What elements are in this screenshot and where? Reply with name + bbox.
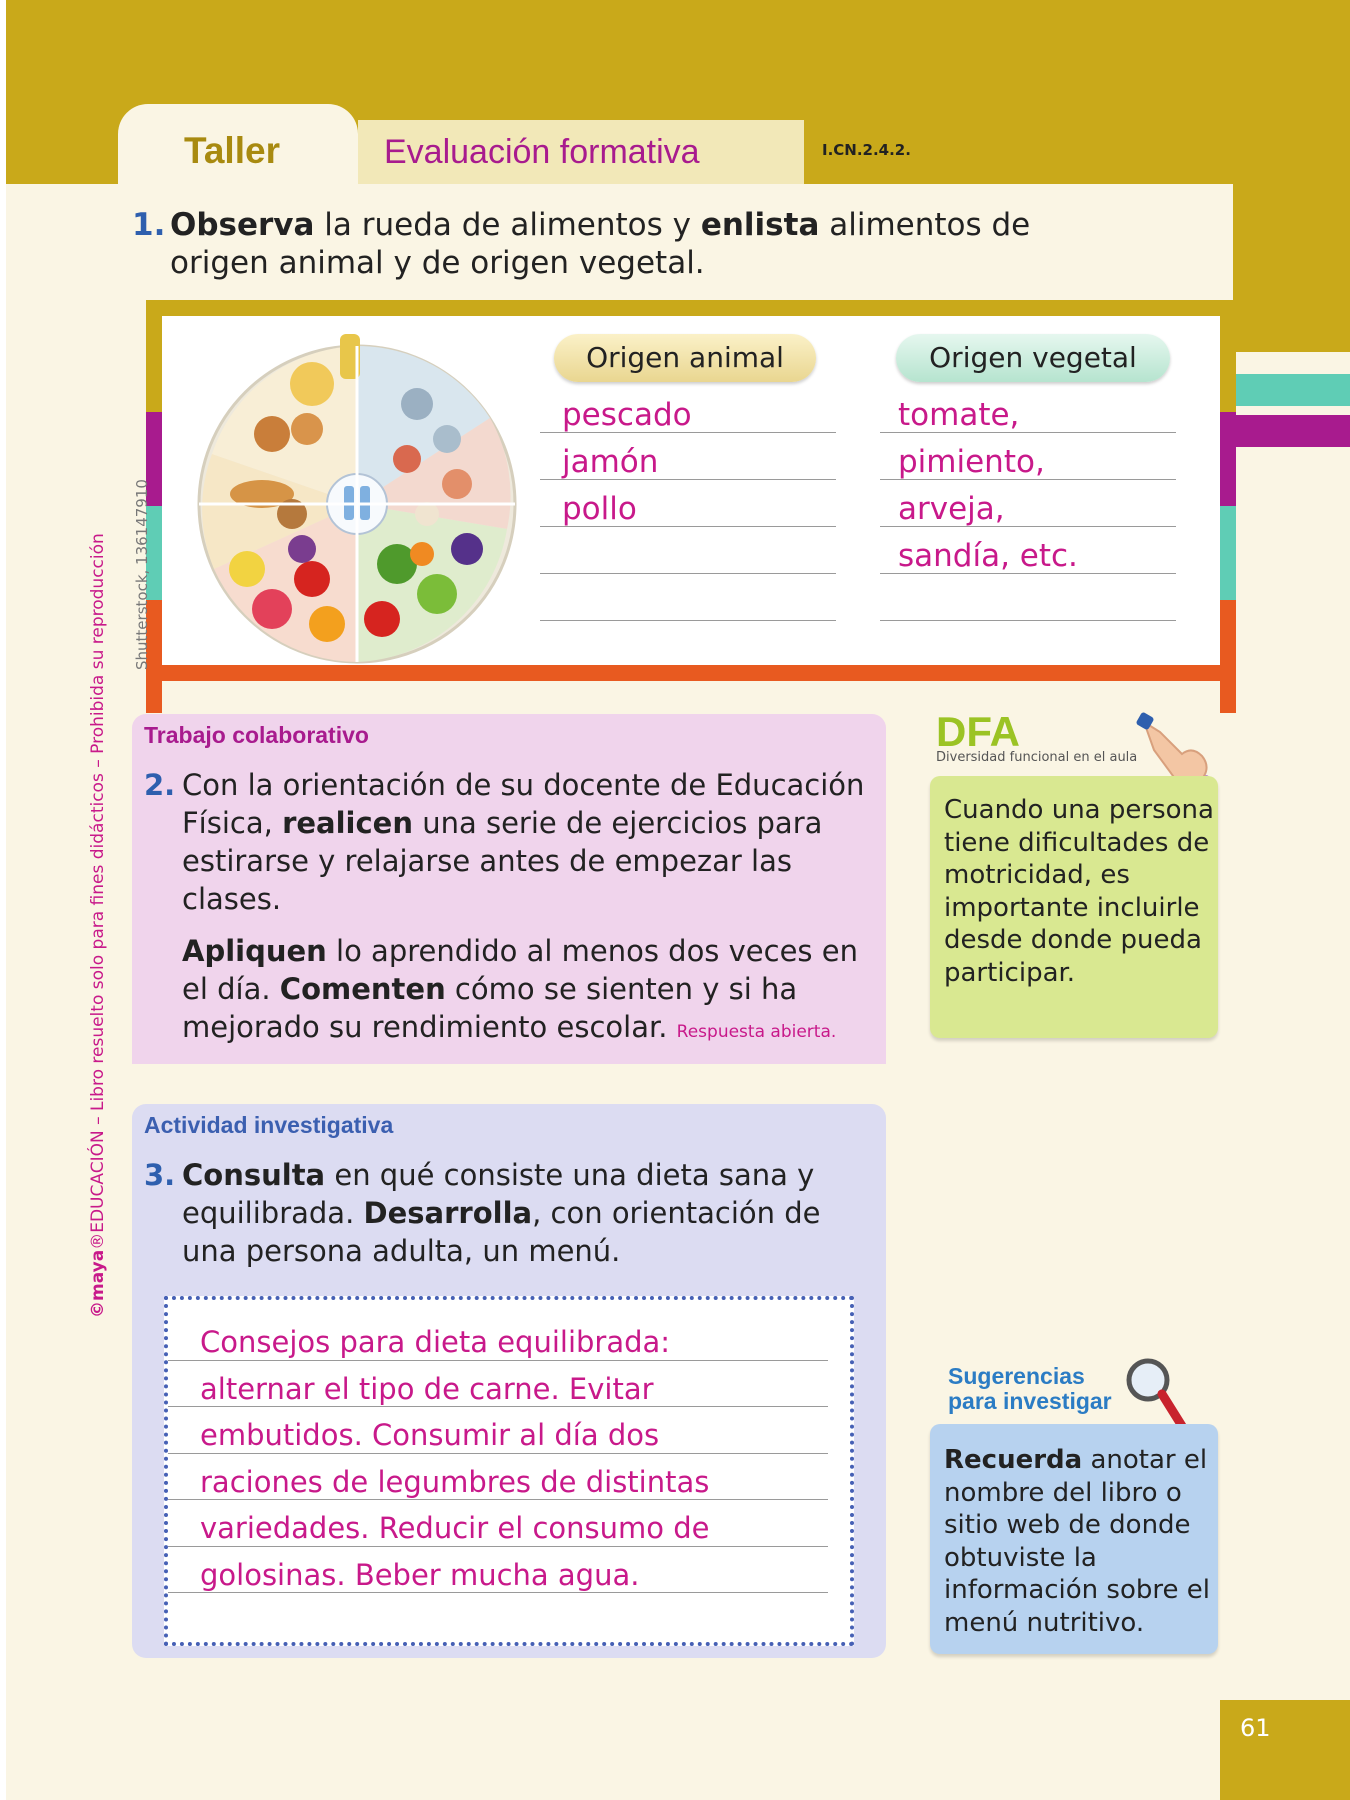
vegetal-item: arveja, — [880, 480, 1176, 527]
skill-code: I.CN.2.4.2. — [822, 141, 911, 159]
keyword-observa: Observa — [170, 207, 315, 243]
food-wheel-panel — [162, 300, 1220, 681]
answer-line: raciones de legumbres de distintas — [168, 1454, 828, 1501]
suggestions-heading-line2: para investigar — [948, 1388, 1112, 1414]
text-span: , con orientación de una persona adulta, un menú. — [182, 1196, 821, 1268]
animal-item: pescado — [540, 386, 836, 433]
dfa-subheading: Diversidad funcional en el aula — [936, 750, 1138, 765]
text-span: una serie de ejercicios para estirarse y relajarse antes de empezar las clases. — [182, 806, 823, 916]
menu-answer-box — [164, 1296, 854, 1646]
question-text — [144, 766, 884, 918]
brand-logo-text: ©maya — [88, 1249, 108, 1318]
question-number: 3. — [144, 1158, 176, 1192]
text-span: lo aprendido al menos dos veces en el día. — [182, 934, 858, 1006]
answer-line: alternar el tipo de carne. Evitar — [168, 1361, 828, 1408]
dfa-heading: DFA — [936, 708, 1020, 755]
text-span: Con la orientación de su docente de Educación Física, — [182, 768, 865, 840]
tab-evaluation — [358, 120, 804, 184]
animal-list — [540, 386, 836, 621]
animal-item — [540, 527, 836, 574]
copyright-text: ®EDUCACIÓN – Libro resuelto solo para fines didácticos – Prohibida su reproducción — [88, 533, 108, 1250]
vegetal-item: sandía, etc. — [880, 527, 1176, 574]
tab-taller — [118, 104, 358, 184]
vegetal-item: tomate, — [880, 386, 1176, 433]
suggestions-heading — [948, 1364, 1112, 1414]
keyword-apliquen: Apliquen — [182, 934, 327, 968]
vegetal-item — [880, 574, 1176, 621]
suggestions-heading-line1: Sugerencias — [948, 1363, 1085, 1389]
header-origin-animal: Origen animal — [554, 334, 816, 382]
keyword-consulta: Consulta — [182, 1158, 326, 1192]
question-3 — [144, 1156, 884, 1270]
question-text — [132, 206, 1132, 282]
page-number-box — [1220, 1700, 1350, 1800]
keyword-enlista: enlista — [700, 207, 820, 243]
copyright-notice — [88, 533, 108, 1318]
strip — [1220, 412, 1236, 506]
tab-evaluation-label: Evaluación formativa — [384, 133, 700, 171]
animal-item: pollo — [540, 480, 836, 527]
header-origin-vegetal: Origen vegetal — [896, 334, 1170, 382]
image-credit: Shutterstock, 136147910 — [133, 479, 151, 670]
page-edge — [0, 0, 6, 1800]
keyword-comenten: Comenten — [279, 972, 446, 1006]
question-text-2 — [144, 932, 884, 1051]
question-number: 1. — [132, 207, 166, 243]
open-answer-note: Respuesta abierta. — [676, 1022, 837, 1042]
question-number: 2. — [144, 768, 176, 802]
question-2 — [144, 766, 884, 1051]
side-teal-strip — [1233, 374, 1350, 406]
keyword-realicen: realicen — [282, 806, 413, 840]
keyword-recuerda: Recuerda — [944, 1445, 1083, 1475]
answer-line: Consejos para dieta equilibrada: — [168, 1314, 828, 1361]
text-span: la rueda de alimentos y — [314, 207, 701, 243]
collaborative-work-box — [132, 714, 886, 1064]
suggestions-box — [930, 1424, 1218, 1654]
answer-line: golosinas. Beber mucha agua. — [168, 1547, 828, 1594]
dfa-box — [930, 776, 1218, 1038]
text-span: alimentos de origen animal y de origen vegetal. — [170, 207, 1031, 281]
food-wheel-image — [192, 324, 522, 664]
side-band — [1233, 184, 1350, 352]
question-1 — [132, 206, 1132, 282]
dfa-text: Cuando una persona tiene dificultades de motricidad, es importante incluirle desde donde pueda participar. — [944, 795, 1214, 988]
answer-lines — [168, 1314, 858, 1593]
research-title: Actividad investigativa — [144, 1112, 394, 1138]
strip — [1220, 600, 1236, 713]
side-magenta-strip — [1233, 415, 1350, 447]
text-span: en qué consiste una dieta sana y equilibrada. — [182, 1158, 815, 1230]
tab-taller-label: Taller — [184, 130, 280, 171]
text-span: cómo se sienten y si ha mejorado su rendimiento escolar. — [182, 972, 798, 1044]
strip — [1220, 300, 1236, 412]
research-activity-box — [132, 1104, 886, 1658]
text-span: anotar el nombre del libro o sitio web de donde obtuviste la información sobre el menú nutritivo. — [944, 1445, 1210, 1638]
strip — [1220, 506, 1236, 600]
question-text — [144, 1156, 884, 1270]
suggestions-text — [944, 1444, 1214, 1639]
animal-item — [540, 574, 836, 621]
keyword-desarrolla: Desarrolla — [363, 1196, 533, 1230]
collaborative-title: Trabajo colaborativo — [144, 722, 369, 748]
animal-item: jamón — [540, 433, 836, 480]
answer-line: variedades. Reducir el consumo de — [168, 1500, 828, 1547]
strip — [146, 300, 162, 412]
vegetal-list — [880, 386, 1176, 621]
answer-line: embutidos. Consumir al día dos — [168, 1407, 828, 1454]
vegetal-item: pimiento, — [880, 433, 1176, 480]
page-number: 61 — [1240, 1714, 1271, 1742]
